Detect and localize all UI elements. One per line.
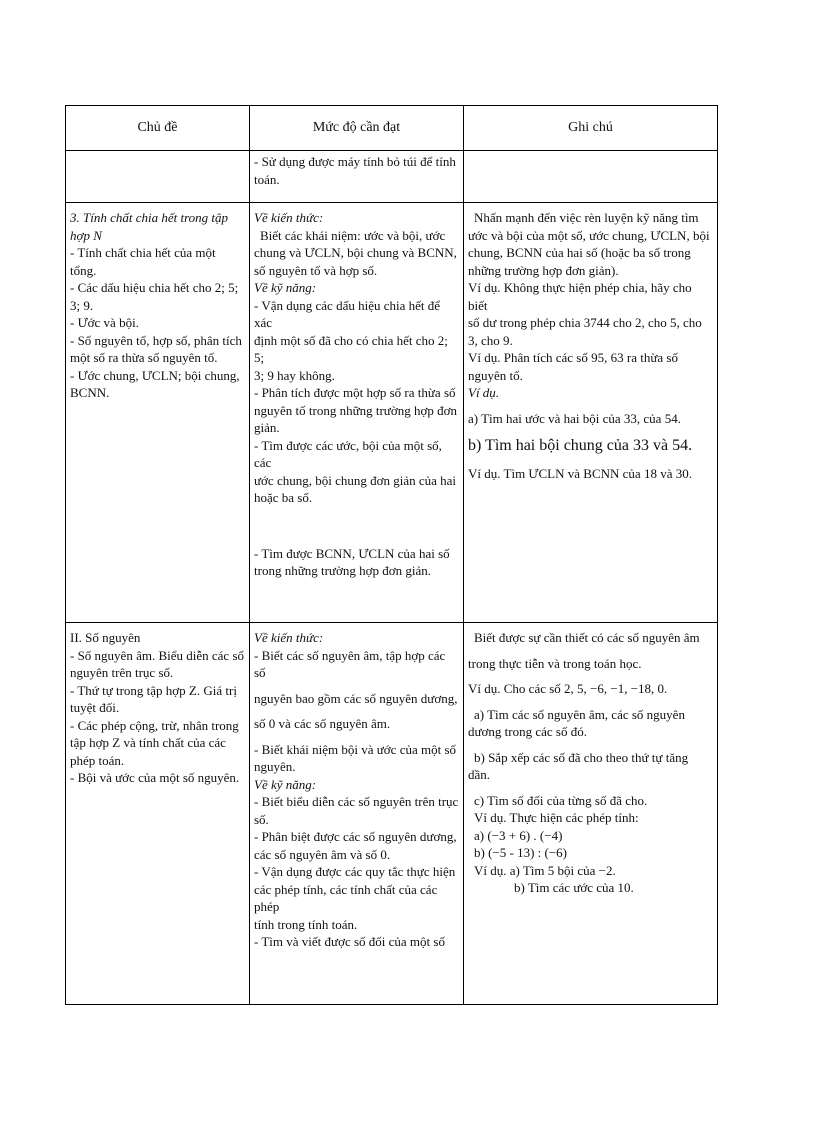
header-notes: Ghi chú — [464, 106, 718, 151]
text-line: Biết được sự cần thiết có các số nguyên âm — [474, 630, 700, 645]
section-heading: II. Số nguyên — [70, 630, 141, 645]
text-line: nguyên bao gồm các số nguyên dương, — [254, 690, 458, 706]
spacer — [468, 672, 713, 680]
text-line: tính trong tính toán. — [254, 916, 358, 932]
text-line: a) Tìm các số nguyên âm, các số nguyên — [474, 706, 685, 722]
table-row — [66, 203, 718, 623]
text-line: 3; 9 hay không. — [254, 367, 335, 383]
topic-cell — [66, 623, 250, 1005]
text-line: số 0 và các số nguyên âm. — [254, 716, 391, 731]
topic-cell — [66, 151, 250, 203]
spacer — [254, 682, 459, 690]
text-line: số. — [254, 811, 269, 827]
text-line: b) Tìm các ước của 10. — [514, 880, 634, 895]
example-line: Ví dụ. Tìm ƯCLN và BCNN của 18 và 30. — [468, 466, 692, 481]
spacer — [254, 507, 459, 545]
text-line: - Ước và bội. — [70, 315, 139, 330]
text-line: - Thứ tự trong tập hợp Z. Giá trị — [70, 682, 237, 698]
text-line: - Tìm được BCNN, ƯCLN của hai số — [254, 545, 450, 561]
text-line: - Các dấu hiệu chia hết cho 2; 5; — [70, 280, 239, 295]
subheading: Về kiến thức: — [254, 210, 324, 225]
text-line: chung, BCNN của hai số (hoặc ba số trong — [468, 245, 691, 260]
notes-cell — [464, 623, 718, 1005]
spacer — [468, 457, 713, 465]
text-line: b) Sắp xếp các số đã cho theo thứ tự tăng — [474, 749, 689, 765]
text-line: - Biết khái niệm bội và ước của một số — [254, 741, 457, 757]
text-line: số dư trong phép chia 3744 cho 2, cho 5, cho — [468, 315, 702, 330]
header-requirements: Mức độ cần đạt — [250, 106, 464, 151]
text-line: - Phân tích được một hợp số ra thừa số — [254, 385, 456, 400]
requirements-cell — [250, 203, 464, 623]
text-line: toán. — [254, 171, 280, 187]
text-line: a) Tìm hai ước và hai bội của 33, của 54. — [468, 410, 681, 426]
table-row — [66, 623, 718, 1005]
text-line: - Sử dụng được máy tính bỏ túi để tính — [254, 154, 456, 169]
text-line: - Bội và ước của một số nguyên. — [70, 770, 240, 785]
text-line: - Số nguyên âm. Biểu diễn các số — [70, 647, 245, 663]
text-line: - Số nguyên tố, hợp số, phân tích — [70, 332, 242, 348]
text-line: dần. — [468, 767, 491, 782]
example-line: Ví dụ. Cho các số 2, 5, −6, −1, −18, 0. — [468, 681, 668, 696]
text-line: trong những trường hợp đơn giản. — [254, 563, 431, 578]
text-line: nguyên tố trong những trường hợp đơn — [254, 402, 457, 418]
spacer — [254, 733, 459, 741]
text-line: số nguyên tố và hợp số. — [254, 262, 378, 278]
requirements-cell — [250, 623, 464, 1005]
topic-cell — [66, 203, 250, 623]
text-line: - Các phép cộng, trừ, nhân trong — [70, 717, 239, 733]
table-header-row — [66, 106, 718, 151]
text-line: nguyên. — [254, 759, 296, 774]
text-line: - Biết biểu diễn các số nguyên trên trục — [254, 794, 459, 809]
text-line: BCNN. — [70, 385, 110, 400]
text-line: trong thực tiễn và trong toán học. — [468, 655, 642, 671]
text-line: ước và bội của một số, ước chung, ƯCLN, bội — [468, 227, 710, 243]
text-line: c) Tìm số đối của từng số đã cho. — [474, 792, 648, 808]
text-line: dương trong các số đó. — [468, 724, 587, 739]
text-line: a) (−3 + 6) . (−4) — [474, 827, 563, 843]
section-heading: 3. Tính chất chia hết trong tập — [70, 210, 229, 225]
spacer — [468, 427, 713, 435]
text-line: - Ước chung, ƯCLN; bội chung, — [70, 367, 240, 383]
curriculum-table — [65, 105, 718, 1005]
spacer — [468, 741, 713, 749]
text-line: phép toán. — [70, 752, 125, 768]
spacer — [468, 698, 713, 706]
text-line: b) Tìm hai bội chung của 33 và 54. — [468, 437, 693, 454]
spacer — [468, 784, 713, 792]
text-line: - Vận dụng các dấu hiệu chia hết để xác — [254, 297, 441, 330]
example-line: Ví dụ. Thực hiện các phép tính: — [474, 810, 639, 825]
text-line: hoặc ba số. — [254, 490, 313, 505]
text-line: giản. — [254, 420, 280, 435]
notes-cell — [464, 203, 718, 623]
text-line: Biết các khái niệm: ước và bội, ước — [260, 227, 446, 243]
text-line: - Phân biệt được các số nguyên dương, — [254, 829, 457, 844]
subheading: Về kỹ năng: — [254, 776, 317, 792]
text-line: những trường hợp đơn giản). — [468, 262, 619, 278]
example-label: Ví dụ. — [468, 385, 500, 400]
text-line: 3; 9. — [70, 297, 94, 313]
text-line: b) (−5 - 13) : (−6) — [474, 845, 567, 860]
text-line: ước chung, bội chung đơn giản của hai — [254, 472, 457, 488]
example-line: Ví dụ. Phân tích các số 95, 63 ra thừa số — [468, 350, 678, 365]
text-line: - Vận dụng được các quy tắc thực hiện — [254, 864, 456, 879]
notes-cell — [464, 151, 718, 203]
text-line: tập hợp Z và tính chất của các — [70, 735, 226, 750]
header-topic: Chủ đề — [66, 106, 250, 151]
text-line: định một số đã cho có chia hết cho 2; 5; — [254, 332, 448, 365]
subheading: Về kiến thức: — [254, 630, 324, 645]
text-line: một số ra thừa số nguyên tố. — [70, 350, 218, 365]
text-line: 3, cho 9. — [468, 332, 513, 348]
table-row — [66, 151, 718, 203]
text-line: - Tìm được các ước, bội của một số, các — [254, 437, 442, 470]
text-line: chung và ƯCLN, bội chung và BCNN, — [254, 245, 457, 260]
example-line: Ví dụ. Không thực hiện phép chia, hãy cho biết — [468, 280, 692, 313]
text-line: - Tính chất chia hết của một tổng. — [70, 245, 216, 278]
subheading: Về kỹ năng: — [254, 280, 317, 295]
text-line: Nhấn mạnh đến việc rèn luyện kỹ năng tìm — [474, 210, 699, 225]
spacer — [468, 402, 713, 410]
spacer — [254, 707, 459, 715]
text-line: nguyên tố. — [468, 367, 523, 383]
text-line: - Biết các số nguyên âm, tập hợp các số — [254, 647, 446, 680]
example-line: Ví dụ. a) Tìm 5 bội của −2. — [474, 862, 616, 878]
requirements-cell — [250, 151, 464, 203]
text-line: hợp N — [70, 227, 102, 243]
text-line: - Tìm và viết được số đối của một số — [254, 934, 445, 949]
text-line: các số nguyên âm và số 0. — [254, 846, 391, 862]
text-line: các phép tính, các tính chất của các phép — [254, 881, 438, 914]
text-line: nguyên trên trục số. — [70, 665, 174, 680]
text-line: tuyệt đối. — [70, 700, 120, 715]
spacer — [468, 647, 713, 655]
